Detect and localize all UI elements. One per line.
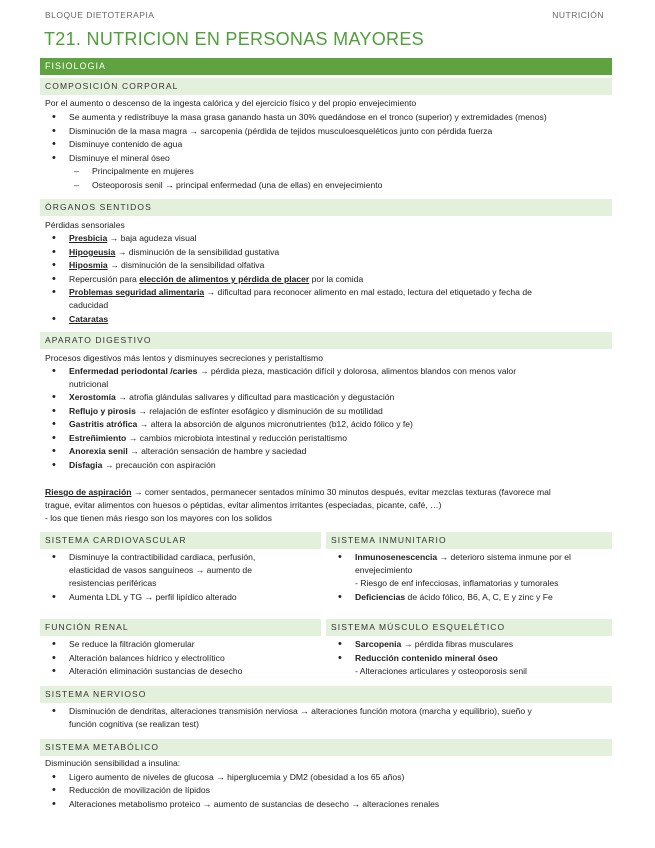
organos-heading: ÓRGANOS SENTIDOS bbox=[40, 199, 612, 216]
digestivo-item bbox=[69, 446, 306, 457]
nervioso-bullet: • Disminución de dendritas, alteraciones transmisión nerviosa → alteraciones función motora (marcha y equilibrio), sueño y bbox=[69, 706, 532, 717]
metabolico-bullet: • Reducción de movilización de lípidos bbox=[69, 785, 210, 796]
riesgo-aspiracion-cont: trague, evitar alimentos con huesos o péptidas, evitar alimentos irritantes (especiadas, picante, café, …) bbox=[45, 500, 442, 510]
composicion-subitem: – Osteoporosis senil → principal enfermedad (una de ellas) en envejecimiento bbox=[92, 180, 382, 191]
desc: → baja agudeza visual bbox=[107, 233, 197, 243]
metabolico-heading: SISTEMA METABÓLICO bbox=[40, 739, 612, 756]
metabolico-bullet: • Ligero aumento de niveles de glucosa → hiperglucemia y DM2 (obesidad a los 65 años) bbox=[69, 772, 404, 783]
digestivo-item bbox=[69, 392, 394, 403]
desc: → dificultad para reconocer alimento en mal estado, lectura del etiquetado y fecha de bbox=[204, 287, 532, 297]
nervioso-bullet-cont: función cognitiva (se realizan test) bbox=[69, 719, 199, 729]
cardio-bullet: • Disminuye la contractibilidad cardiaca, perfusión, bbox=[69, 552, 255, 563]
musculo-heading: SISTEMA MÚSCULO ESQUELÉTICO bbox=[326, 619, 612, 636]
cardio-bullet: • Aumenta LDL y TG → perfil lipídico alterado bbox=[69, 592, 237, 603]
musculo-bullet bbox=[355, 653, 498, 664]
composicion-intro: Por el aumento o descenso de la ingesta calórica y del ejercicio físico y del propio envejecimiento bbox=[45, 98, 417, 108]
term: Reflujo y pirosis bbox=[69, 406, 136, 416]
desc: de ácido fólico, B6, A, C, E y zinc y Fe bbox=[405, 592, 553, 602]
nervioso-heading: SISTEMA NERVIOSO bbox=[40, 686, 612, 703]
organos-item-repercusion bbox=[69, 274, 363, 285]
renal-bullet: • Se reduce la filtración glomerular bbox=[69, 639, 195, 650]
term: Cataratas bbox=[69, 314, 109, 324]
riesgo-aspiracion bbox=[45, 487, 551, 498]
fisiologia-bar: FISIOLOGIA bbox=[40, 58, 612, 75]
organos-intro: Pérdidas sensoriales bbox=[45, 220, 125, 230]
desc: → cambios microbiota intestinal y reducción peristaltismo bbox=[126, 433, 347, 443]
header-right: NUTRICIÓN bbox=[552, 10, 604, 20]
composicion-bullet: • Se aumenta y redistribuye la masa grasa ganando hasta un 30% quedándose en el tronco (superior) y extremidades (menos) bbox=[69, 112, 547, 123]
digestivo-item bbox=[69, 419, 413, 430]
term: elección de alimentos y pérdida de placer bbox=[139, 274, 310, 284]
composicion-bullet: • Disminución de la masa magra → sarcopenia (pérdida de tejidos musculoesqueléticos junto con pérdida fuerza bbox=[69, 126, 492, 137]
desc: → alteración sensación de hambre y saciedad bbox=[127, 446, 307, 456]
digestivo-heading: APARATO DIGESTIVO bbox=[40, 332, 612, 349]
riesgo-aspiracion-note: - los que tienen más riesgo son los mayores con los solidos bbox=[45, 513, 272, 523]
term: Inmunosenescencia bbox=[355, 552, 438, 562]
musculo-bullet bbox=[355, 639, 513, 650]
metabolico-intro: Disminución sensibilidad a insulina: bbox=[45, 758, 181, 768]
desc: → comer sentados, permanecer sentados mínimo 30 minutos después, evitar mezclas texturas (favorece mal bbox=[131, 487, 551, 497]
organos-item-seguridad bbox=[69, 287, 532, 298]
digestivo-item bbox=[69, 433, 347, 444]
organos-item-hipogeusia bbox=[69, 247, 279, 258]
term: Presbicia bbox=[69, 233, 108, 243]
inmunitario-subitem: - Riesgo de enf infecciosas, inflamatorias y tumorales bbox=[355, 578, 559, 588]
cardio-bullet-cont: elasticidad de vasos sanguíneos → aumento de bbox=[69, 565, 252, 575]
inmunitario-heading: SISTEMA INMUNITARIO bbox=[326, 532, 612, 549]
cardio-bullet-cont: resistencias periféricas bbox=[69, 578, 157, 588]
composicion-subitem: – Principalmente en mujeres bbox=[92, 166, 194, 177]
inmunitario-bullet bbox=[355, 552, 571, 563]
composicion-bullet: • Disminuye el mineral óseo bbox=[69, 153, 170, 164]
organos-item-cataratas bbox=[69, 314, 108, 325]
term: Enfermedad periodontal /caries bbox=[69, 366, 198, 376]
page-title: T21. NUTRICION EN PERSONAS MAYORES bbox=[44, 29, 424, 49]
term: Disfagia bbox=[69, 460, 103, 470]
organos-item-presbicia bbox=[69, 233, 197, 244]
composicion-bullet: • Disminuye contenido de agua bbox=[69, 139, 182, 150]
desc: → disminución de la sensibilidad olfativa bbox=[107, 260, 265, 270]
term: Deficiencias bbox=[355, 592, 406, 602]
digestivo-item bbox=[69, 406, 383, 417]
metabolico-bullet: • Alteraciones metabolismo proteico → aumento de sustancias de desecho → alteraciones renales bbox=[69, 799, 439, 810]
digestivo-item bbox=[69, 460, 216, 471]
organos-item-seguridad-cont: caducidad bbox=[69, 300, 109, 310]
inmunitario-bullet-cont: envejecimiento bbox=[355, 565, 413, 575]
digestivo-item-cont: nutricional bbox=[69, 379, 109, 389]
term: Anorexia senil bbox=[69, 446, 128, 456]
renal-heading: FUNCIÓN RENAL bbox=[40, 619, 321, 636]
term: Problemas seguridad alimentaria bbox=[69, 287, 205, 297]
term: Riesgo de aspiración bbox=[45, 487, 132, 497]
term: Estreñimiento bbox=[69, 433, 127, 443]
desc: → altera la absorción de algunos micronutrientes (b12, ácido fólico y fe) bbox=[137, 419, 413, 429]
term: Xerostomía bbox=[69, 392, 116, 402]
desc: → pérdida fibras musculares bbox=[401, 639, 514, 649]
term: Hiposmia bbox=[69, 260, 108, 270]
composicion-heading: COMPOSICIÓN CORPORAL bbox=[40, 78, 612, 95]
desc: por la comida bbox=[309, 274, 364, 284]
prefix: Repercusión para bbox=[69, 274, 140, 284]
musculo-subitem: - Alteraciones articulares y osteoporosis senil bbox=[355, 666, 527, 676]
term: Sarcopenia bbox=[355, 639, 402, 649]
desc: → pérdida pieza, masticación difícil y dolorosa, alimentos blandos con menos valor bbox=[197, 366, 517, 376]
desc: → disminución de la sensibilidad gustativa bbox=[115, 247, 280, 257]
desc: → precaución con aspiración bbox=[102, 460, 216, 470]
renal-bullet: • Alteración eliminación sustancias de desecho bbox=[69, 666, 242, 677]
inmunitario-bullet bbox=[355, 592, 553, 603]
header-left: BLOQUE DIETOTERAPIA bbox=[45, 10, 155, 20]
cardio-heading: SISTEMA CARDIOVASCULAR bbox=[40, 532, 321, 549]
desc: → relajación de esfínter esofágico y disminución de su motilidad bbox=[135, 406, 383, 416]
organos-item-hiposmia bbox=[69, 260, 264, 271]
term: Gastritis atrófica bbox=[69, 419, 138, 429]
digestivo-item bbox=[69, 366, 516, 377]
term: Hipogeusia bbox=[69, 247, 116, 257]
desc: → deterioro sistema inmune por el bbox=[437, 552, 571, 562]
digestivo-intro: Procesos digestivos más lentos y disminuyes secreciones y peristaltismo bbox=[45, 353, 323, 363]
desc: → atrofia glándulas salivares y dificultad para masticación y degustación bbox=[115, 392, 395, 402]
renal-bullet: • Alteración balances hídrico y electrolítico bbox=[69, 653, 225, 664]
term: Reducción contenido mineral óseo bbox=[355, 653, 498, 663]
